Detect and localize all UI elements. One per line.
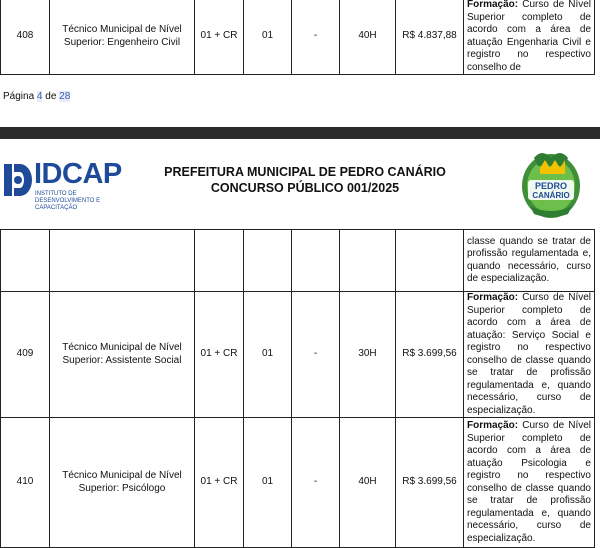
row-formacao bbox=[464, 292, 595, 418]
idcap-logo-mark-icon bbox=[2, 162, 32, 198]
table-bottom bbox=[0, 229, 595, 548]
pagination-prefix: Página bbox=[3, 91, 35, 102]
pedro-canario-logo-icon bbox=[520, 146, 582, 222]
row-formacao bbox=[464, 0, 595, 75]
row-salario: R$ 4.837,88 bbox=[396, 0, 464, 75]
row-formacao bbox=[464, 418, 595, 548]
city-logo-text-1: PEDRO bbox=[534, 181, 568, 191]
page-break-band bbox=[0, 127, 600, 139]
row-cargo: Técnico Municipal de Nível Superior: Engenheiro Civil bbox=[50, 0, 195, 75]
page-header bbox=[0, 140, 600, 226]
table-row bbox=[1, 292, 595, 418]
formacao-text: Curso de Nível Superior completo de acordo com a área de atuação: Serviço Social e registro no respectivo conselho de classe quando se tratar de profissão regulamentada e, quando necessário, curso de especialização. bbox=[467, 292, 592, 416]
row-salario: R$ 3.699,56 bbox=[396, 292, 464, 418]
continuation-formacao: classe quando se tratar de profissão regulamentada e, quando necessário, curso de especialização. bbox=[464, 230, 595, 292]
title-line-2: CONCURSO PÚBLICO 001/2025 bbox=[210, 181, 400, 195]
row-vagas2: 01 bbox=[244, 0, 292, 75]
row-code: 410 bbox=[1, 418, 50, 548]
row-pcd: - bbox=[292, 292, 340, 418]
row-carga: 30H bbox=[340, 292, 396, 418]
row-carga: 40H bbox=[340, 0, 396, 75]
row-code: 409 bbox=[1, 292, 50, 418]
row-vagas2: 01 bbox=[244, 418, 292, 548]
pagination-sep: de bbox=[45, 91, 57, 102]
formacao-label: Formação: bbox=[467, 292, 519, 303]
table-top bbox=[0, 0, 595, 75]
pagination-total: 28 bbox=[59, 91, 71, 102]
idcap-logo-subtitle: INSTITUTO DE DESENVOLVIMENTO E CAPACITAÇÃO bbox=[35, 191, 101, 211]
idcap-logo bbox=[2, 158, 132, 211]
formacao-text: Curso de Nível Superior completo de acordo com a área de atuação Engenharia Civil e registro no respectivo conselho de bbox=[467, 0, 592, 73]
row-cargo: Técnico Municipal de Nível Superior: Assistente Social bbox=[50, 292, 195, 418]
formacao-label: Formação: bbox=[467, 420, 519, 431]
title-line-1: PREFEITURA MUNICIPAL DE PEDRO CANÁRIO bbox=[164, 165, 446, 179]
row-vagas: 01 + CR bbox=[195, 292, 244, 418]
row-vagas2: 01 bbox=[244, 292, 292, 418]
document-title bbox=[160, 164, 450, 196]
row-cargo: Técnico Municipal de Nível Superior: Psicólogo bbox=[50, 418, 195, 548]
row-pcd: - bbox=[292, 418, 340, 548]
row-pcd: - bbox=[292, 0, 340, 75]
row-code: 408 bbox=[1, 0, 50, 75]
row-carga: 40H bbox=[340, 418, 396, 548]
formacao-label: Formação: bbox=[467, 0, 519, 10]
pagination-current: 4 bbox=[36, 91, 43, 102]
table-row bbox=[1, 0, 595, 75]
row-vagas: 01 + CR bbox=[195, 418, 244, 548]
table-row bbox=[1, 418, 595, 548]
idcap-logo-word: IDCAP bbox=[34, 158, 122, 190]
row-vagas: 01 + CR bbox=[195, 0, 244, 75]
city-logo-text-2: CANÁRIO bbox=[532, 191, 570, 200]
row-salario: R$ 3.699,56 bbox=[396, 418, 464, 548]
formacao-text: Curso de Nível Superior completo de acordo com a área de atuação Psicologia e registro no respectivo conselho de classe quando se tratar de profissão regulamentada e, quando necessário, curso de especialização. bbox=[467, 420, 592, 544]
pagination bbox=[3, 91, 70, 102]
table-row bbox=[1, 230, 595, 292]
